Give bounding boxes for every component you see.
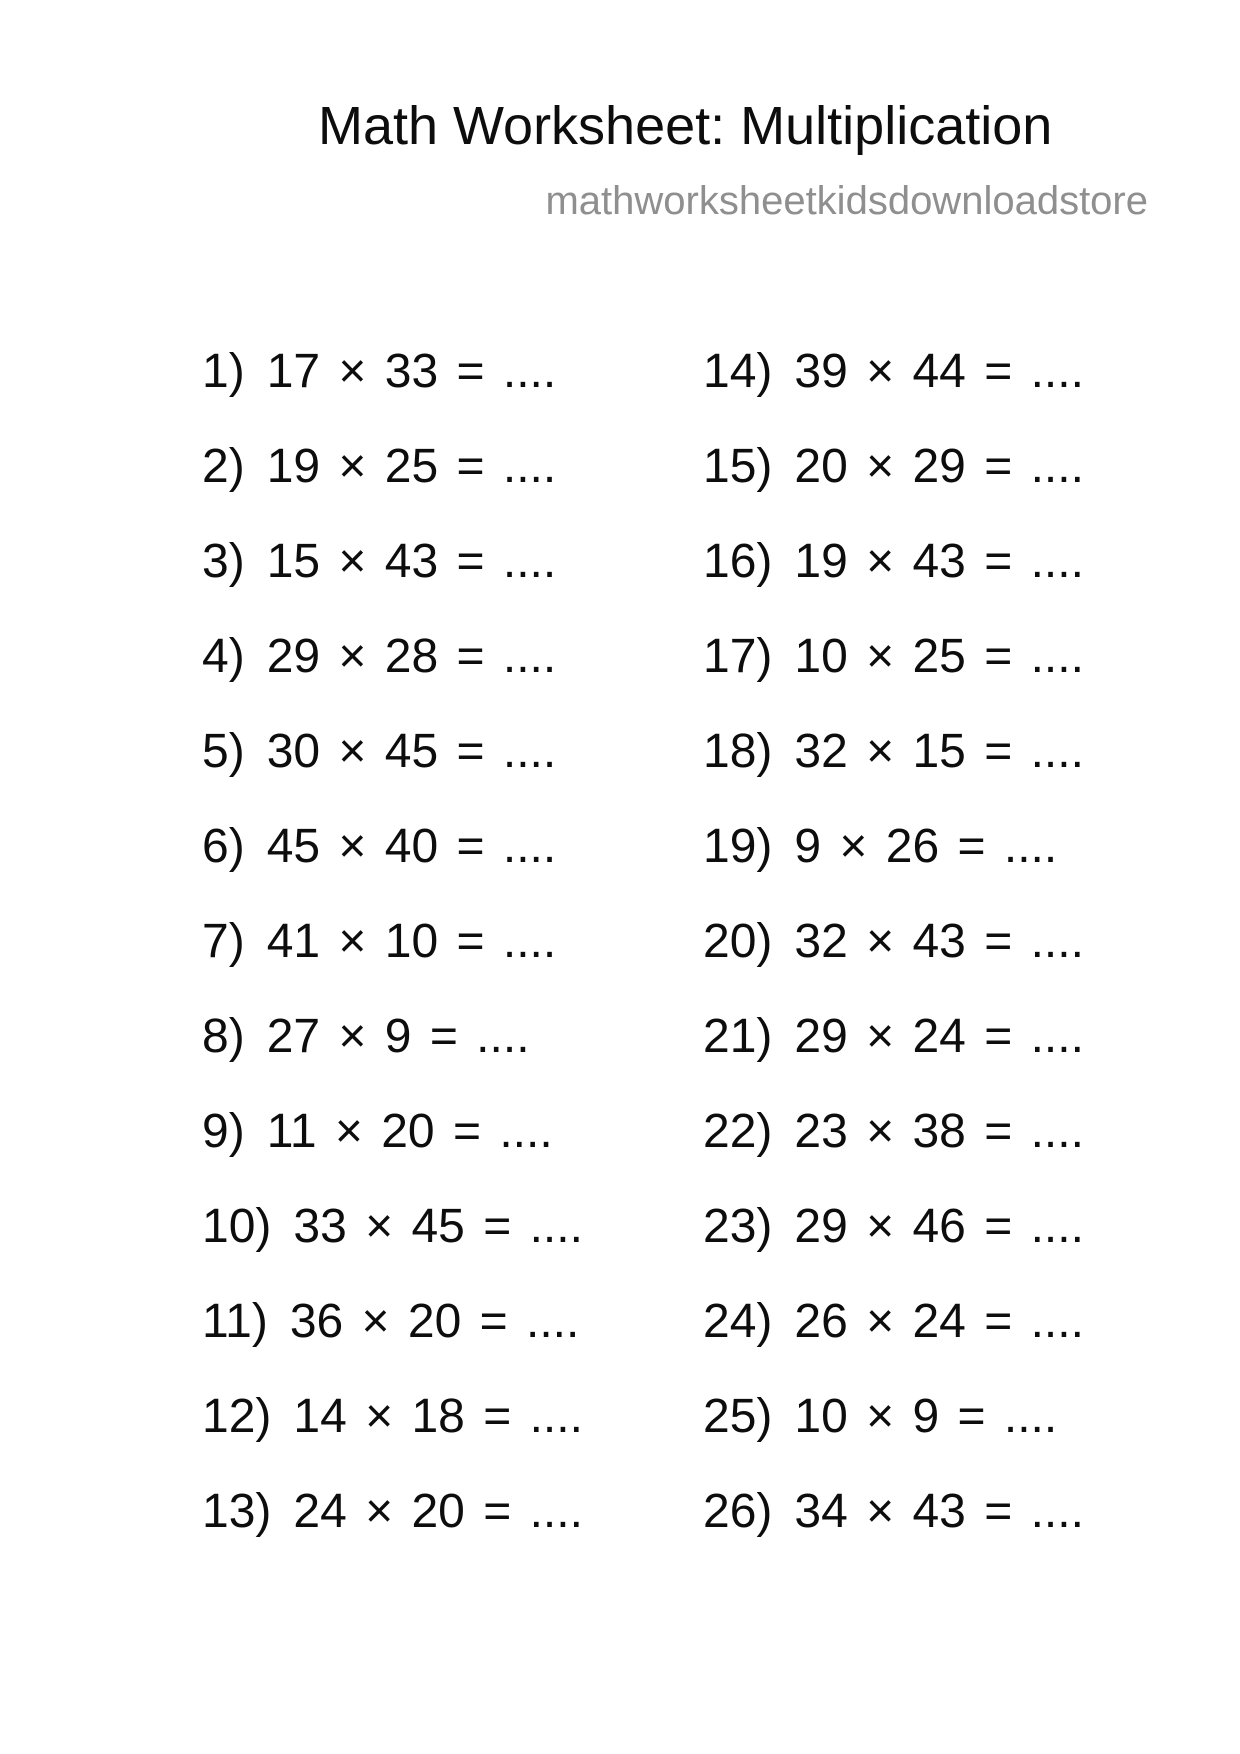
problem-item	[703, 1200, 1084, 1298]
problem-number: 24)	[703, 1295, 773, 1348]
problem-number: 14)	[703, 345, 773, 398]
problem-item	[202, 535, 583, 633]
problem-expression: 32 × 15 = ....	[794, 725, 1084, 778]
problem-number: 21)	[703, 1010, 773, 1063]
problem-number: 9)	[202, 1105, 245, 1158]
problem-number: 17)	[703, 630, 773, 683]
problem-item	[703, 1105, 1084, 1203]
problem-item	[202, 630, 583, 728]
problems-column-right	[703, 345, 1084, 1583]
problem-number: 8)	[202, 1010, 245, 1063]
problem-number: 4)	[202, 630, 245, 683]
problem-number: 25)	[703, 1390, 773, 1443]
problem-expression: 17 × 33 = ....	[266, 345, 557, 398]
problem-expression: 14 × 18 = ....	[293, 1390, 583, 1443]
problem-number: 10)	[202, 1200, 272, 1253]
problem-number: 20)	[703, 915, 773, 968]
problem-expression: 19 × 25 = ....	[266, 440, 557, 493]
problem-expression: 34 × 43 = ....	[794, 1485, 1084, 1538]
problem-number: 26)	[703, 1485, 773, 1538]
problem-item	[703, 820, 1084, 918]
problem-item	[202, 345, 583, 443]
problem-number: 11)	[202, 1295, 268, 1348]
problem-expression: 39 × 44 = ....	[794, 345, 1084, 398]
problem-expression: 26 × 24 = ....	[794, 1295, 1084, 1348]
problem-item	[703, 535, 1084, 633]
problem-expression: 33 × 45 = ....	[293, 1200, 583, 1253]
problem-number: 2)	[202, 440, 245, 493]
problem-item	[703, 915, 1084, 1013]
problem-expression: 15 × 43 = ....	[266, 535, 557, 588]
problem-item	[202, 820, 583, 918]
problem-item	[703, 1485, 1084, 1583]
problem-expression: 10 × 9 = ....	[794, 1390, 1058, 1443]
problem-expression: 23 × 38 = ....	[794, 1105, 1084, 1158]
problem-expression: 29 × 28 = ....	[266, 630, 557, 683]
page-title: Math Worksheet: Multiplication	[318, 96, 1053, 156]
problem-item	[202, 1390, 583, 1488]
problem-expression: 20 × 29 = ....	[794, 440, 1084, 493]
problem-expression: 29 × 24 = ....	[794, 1010, 1084, 1063]
problem-number: 6)	[202, 820, 245, 873]
problem-item	[703, 1295, 1084, 1393]
problem-number: 19)	[703, 820, 773, 873]
problem-expression: 24 × 20 = ....	[293, 1485, 583, 1538]
problem-expression: 45 × 40 = ....	[266, 820, 557, 873]
problem-expression: 41 × 10 = ....	[266, 915, 557, 968]
problem-expression: 36 × 20 = ....	[289, 1295, 580, 1348]
problem-expression: 32 × 43 = ....	[794, 915, 1084, 968]
problem-item	[202, 440, 583, 538]
problem-number: 22)	[703, 1105, 773, 1158]
problem-item	[703, 1390, 1084, 1488]
problem-number: 3)	[202, 535, 245, 588]
problem-item	[202, 915, 583, 1013]
problem-number: 23)	[703, 1200, 773, 1253]
problem-number: 13)	[202, 1485, 272, 1538]
problem-item	[202, 1485, 583, 1583]
problem-number: 15)	[703, 440, 773, 493]
problem-expression: 30 × 45 = ....	[266, 725, 557, 778]
problem-expression: 29 × 46 = ....	[794, 1200, 1084, 1253]
problem-number: 12)	[202, 1390, 272, 1443]
problem-number: 16)	[703, 535, 773, 588]
problem-item	[703, 345, 1084, 443]
problem-number: 18)	[703, 725, 773, 778]
problem-number: 7)	[202, 915, 245, 968]
problem-item	[202, 725, 583, 823]
problem-expression: 10 × 25 = ....	[794, 630, 1084, 683]
problem-expression: 27 × 9 = ....	[266, 1010, 530, 1063]
problem-item	[202, 1200, 583, 1298]
worksheet-header	[318, 98, 1148, 221]
problem-expression: 9 × 26 = ....	[794, 820, 1058, 873]
problem-item	[703, 1010, 1084, 1108]
problem-item	[202, 1105, 583, 1203]
problem-item	[703, 630, 1084, 728]
problem-item	[703, 440, 1084, 538]
problems-column-left	[202, 345, 583, 1583]
problem-expression: 19 × 43 = ....	[794, 535, 1084, 588]
problem-item	[202, 1010, 583, 1108]
page-subtitle: mathworksheetkidsdownloadstore	[545, 178, 1148, 223]
problem-number: 5)	[202, 725, 245, 778]
problem-expression: 11 × 20 = ....	[266, 1105, 553, 1158]
problem-item	[703, 725, 1084, 823]
problem-item	[202, 1295, 583, 1393]
problem-number: 1)	[202, 345, 245, 398]
